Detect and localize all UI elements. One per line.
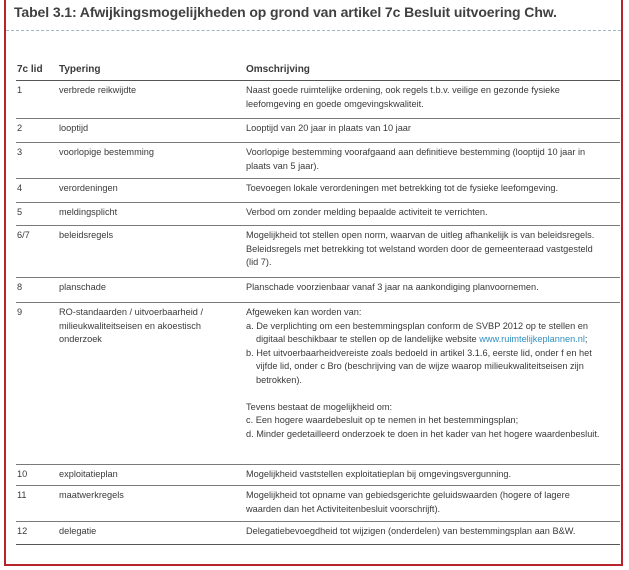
cell-line: Afgeweken kan worden van: (246, 307, 362, 317)
cell-lid: 10 (17, 469, 28, 479)
cell-typering (59, 122, 229, 136)
cell-line: verbrede reikwijdte (59, 85, 137, 95)
cell-line: Mogelijkheid tot stellen open norm, waarvan de uitleg afhankelijk is van beleidsregels. (246, 230, 595, 240)
cell-omschrijving (246, 122, 618, 136)
table-frame (4, 0, 623, 566)
table-row (16, 302, 620, 464)
ruimtelijkeplannen-link[interactable]: www.ruimtelijkeplannen.nl (479, 334, 585, 344)
cell-line: Mogelijkheid vaststellen exploitatieplan bij omgevingsvergunning. (246, 469, 512, 479)
cell-line: Mogelijkheid tot opname van gebiedsgerichte geluidswaarden (hogere of lagere (246, 490, 570, 500)
cell-omschrijving (246, 489, 618, 516)
table-row (16, 80, 620, 118)
cell-line: planschade (59, 282, 106, 292)
cell-line: leefomgeving en goede omgevingskwaliteit. (246, 98, 424, 109)
cell-omschrijving (246, 182, 618, 196)
table-body (16, 80, 620, 545)
cell-lid: 12 (17, 526, 28, 536)
cell-line: RO-standaarden / uitvoerbaarheid / (59, 307, 204, 317)
cell-lid: 11 (17, 490, 27, 500)
cell-omschrijving (246, 468, 618, 482)
cell-line: Delegatiebevoegdheid tot wijzigen (onderdelen) van bestemmingsplan aan B&W. (246, 526, 576, 536)
header-omschrijving: Omschrijving (246, 64, 310, 75)
cell-omschrijving (246, 146, 618, 173)
cell-omschrijving (246, 281, 618, 295)
cell-typering (59, 281, 229, 295)
cell-line: beleidsregels (59, 230, 114, 240)
table-row (16, 521, 620, 544)
cell-line: plaats van 5 jaar). (246, 160, 320, 171)
cell-typering (59, 489, 229, 503)
spacer (246, 387, 618, 401)
cell-line: Naast goede ruimtelijke ordening, ook regels t.b.v. veilige en gezonde fysieke (246, 85, 560, 95)
cell-lid: 9 (17, 307, 23, 317)
header-typering: Typering (59, 64, 101, 75)
cell-line: maatwerkregels (59, 490, 124, 500)
list-item-a-end: ; (584, 334, 588, 344)
cell-omschrijving (246, 84, 618, 111)
cell-line: verordeningen (59, 183, 118, 193)
table-row (16, 142, 620, 178)
cell-line: voorlopige bestemming (59, 147, 154, 157)
cell-typering (59, 182, 229, 196)
table-row (16, 118, 620, 142)
cell-lid: 4 (17, 183, 23, 193)
cell-omschrijving (246, 525, 618, 539)
table-row (16, 178, 620, 202)
table-header (16, 62, 620, 78)
title-divider (6, 30, 621, 31)
cell-line: Verbod om zonder melding bepaalde activiteit te verrichten. (246, 207, 488, 217)
cell-line: waarden dan het Activiteitenbesluit voorschrijft). (246, 503, 441, 514)
cell-line: Tevens bestaat de mogelijkheid om: (246, 401, 393, 412)
list-item-a-cont (246, 333, 618, 347)
cell-typering (59, 525, 229, 539)
table-row (16, 202, 620, 225)
cell-lid: 2 (17, 123, 23, 133)
cell-line: Toevoegen lokale verordeningen met betrekking tot de fysieke leefomgeving. (246, 183, 559, 193)
cell-lid: 8 (17, 282, 23, 292)
table-row (16, 225, 620, 277)
cell-typering (59, 84, 229, 98)
table-title: Tabel 3.1: Afwijkingsmogelijkheden op grond van artikel 7c Besluit uitvoering Chw. (14, 4, 557, 20)
cell-omschrijving (246, 206, 618, 220)
list-item-b-cont: betrokken). (256, 374, 302, 385)
table-bottom-rule (16, 544, 620, 545)
cell-lid: 5 (17, 207, 23, 217)
list-item-c: c. Een hogere waardebesluit op te nemen in het bestemmingsplan; (246, 415, 519, 425)
cell-typering (59, 146, 229, 160)
table-row (16, 485, 620, 521)
cell-line: Voorlopige bestemming voorafgaand aan definitieve bestemming (looptijd 10 jaar in (246, 147, 586, 157)
list-item-a-text: digitaal beschikbaar te stellen op de landelijke website (256, 334, 480, 344)
list-item-b-cont: vijfde lid, onder c Bro (beschrijving van de wijze waarop milieukwaliteitseisen zijn (256, 361, 584, 371)
cell-line: onderzoek (59, 334, 102, 344)
cell-omschrijving (246, 229, 618, 270)
cell-typering (59, 306, 229, 347)
cell-line: milieukwaliteitseisen en akoestisch (59, 320, 201, 331)
cell-typering (59, 206, 229, 220)
list-item-d: d. Minder gedetailleerd onderzoek te doen in het kader van het hogere waardenbesluit. (246, 428, 600, 439)
cell-line: Looptijd van 20 jaar in plaats van 10 jaar (246, 123, 411, 133)
cell-lid: 6/7 (17, 230, 30, 240)
cell-line: delegatie (59, 526, 97, 536)
cell-line: Planschade voorzienbaar vanaf 3 jaar na aankondiging planvoornemen. (246, 282, 539, 292)
table-row (16, 277, 620, 302)
cell-line: (lid 7). (246, 257, 272, 267)
list-item-a: a. De verplichting om een bestemmingsplan conform de SVBP 2012 op te stellen en (246, 320, 589, 331)
header-lid: 7c lid (17, 64, 43, 75)
cell-lid: 1 (17, 85, 23, 95)
cell-line: exploitatieplan (59, 469, 118, 479)
cell-line: Beleidsregels met betrekking tot welstand worden door de gemeenteraad vastgesteld (246, 243, 593, 254)
cell-omschrijving (246, 306, 618, 441)
table-row (16, 464, 620, 485)
cell-lid: 3 (17, 147, 23, 157)
cell-line: looptijd (59, 123, 89, 133)
cell-typering (59, 468, 229, 482)
cell-line: meldingsplicht (59, 207, 118, 217)
cell-typering (59, 229, 229, 243)
list-item-b: b. Het uitvoerbaarheidvereiste zoals bedoeld in artikel 3.1.6, eerste lid, onder f en het (246, 347, 592, 358)
